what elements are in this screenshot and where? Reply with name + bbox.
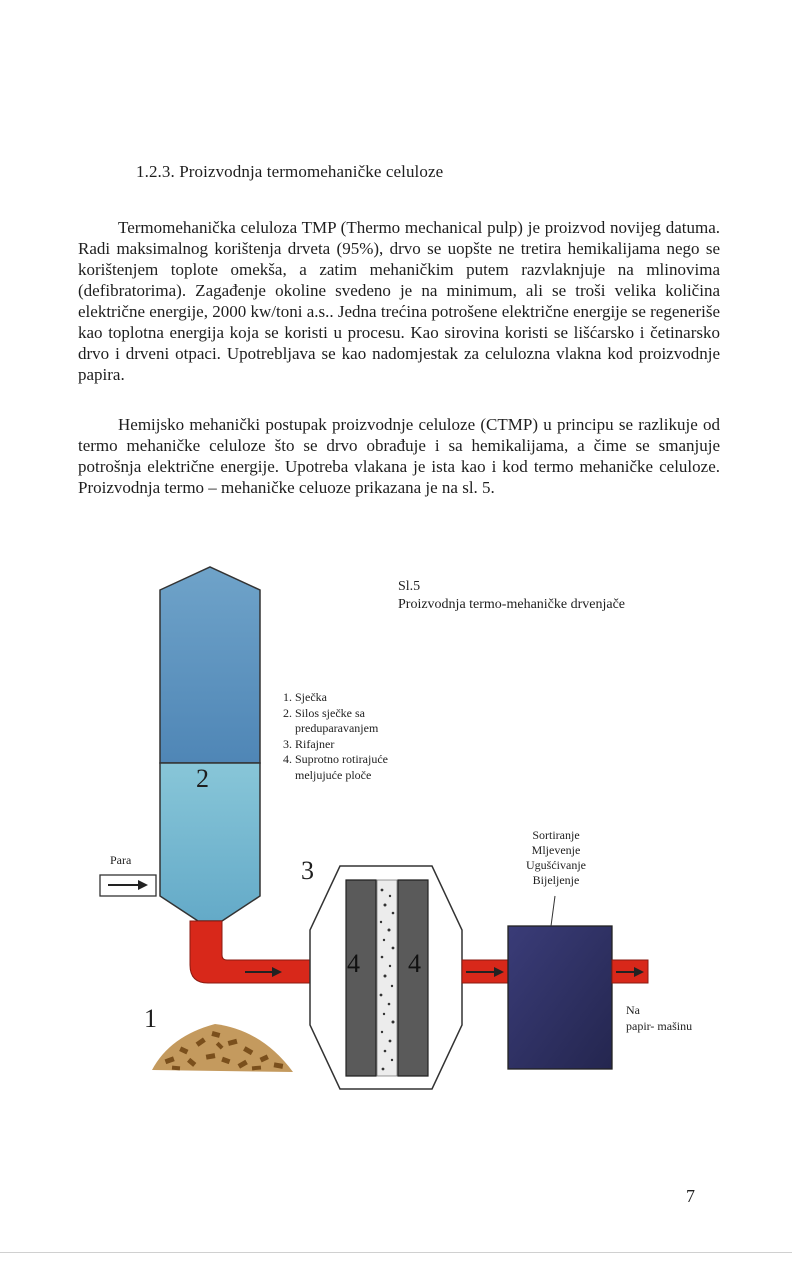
- figure-legend: [283, 690, 433, 783]
- output-label-line2: papir- mašinu: [626, 1019, 693, 1033]
- steam-inlet: [100, 875, 156, 896]
- label-number-1: 1: [144, 1004, 157, 1033]
- process-steps: [516, 828, 596, 888]
- silo: [160, 567, 260, 921]
- figure-caption: Proizvodnja termo-mehaničke drvenjače: [398, 597, 626, 612]
- legend-item: 1. Sječka: [283, 690, 327, 704]
- page-edge-divider: [0, 1252, 792, 1253]
- steam-label: Para: [110, 853, 132, 867]
- paragraph-2: Hemijsko mehanički postupak proizvodnje celuloze (CTMP) u principu se razlikuje od termo mehaničke celuloze što se drvo obrađuje i sa hemikalijama, a čime se smanjuje potrošnja električne energije. Upotreba vlakana je ista kao i kod termo mehaničke celuloze. Proizvodnja termo – mehaničke celuoze prikazana je na sl. 5.: [78, 415, 720, 497]
- grinding-plate-right: [398, 880, 428, 1076]
- legend-item: 3. Rifajner: [283, 736, 335, 751]
- label-number-3: 3: [301, 856, 314, 885]
- legend-item: 2. Silos sječke sa preduparavanjem: [283, 705, 379, 735]
- label-number-2: 2: [196, 764, 209, 793]
- paragraph-1: Termomehanička celuloza TMP (Thermo mechanical pulp) je proizvod novijeg datuma. Radi maksimalnog korištenja drveta (95%), drvo se uopšte ne tretira hemikalijama nego se korištenjem toplote omekša, a zatim mehaničkim putem razvlaknjuje na mlinovima (defibratorima). Zagađenje okoline svedeno je na minimum, ali se troši velika količina električne energije, 2000 kw/toni a.s.. Jedna trećina potrošene električne energije se regeneriše kao toplotna energija koja se koristi u procesu. Kao sirovina koristi se lišćarsko i četinarsko drvo i drveni otpaci. Upotrebljava se kao nadomjestak za celulozna vlakna kod proizvodnje papira.: [78, 218, 720, 384]
- label-number-4-right: 4: [408, 949, 421, 978]
- output-label-line1: Na: [626, 1003, 640, 1017]
- process-step: Ugušćivanje: [526, 858, 586, 872]
- process-step: Bijeljenje: [532, 873, 580, 887]
- callout-line: [551, 896, 555, 926]
- legend-item: 4. Suprotno rotirajuće meljujuće ploče: [283, 752, 388, 782]
- process-step: Mljevenje: [531, 843, 581, 857]
- silo-upper: [160, 567, 260, 763]
- label-number-4-left: 4: [347, 949, 360, 978]
- processing-machine: [508, 926, 612, 1069]
- page-number: 7: [686, 1186, 695, 1206]
- figure-label: Sl.5: [398, 579, 421, 594]
- refiner: [310, 866, 462, 1089]
- process-step: Sortiranje: [532, 828, 580, 842]
- wood-chips-pile: [152, 1024, 293, 1072]
- grinding-plate-left: [346, 880, 376, 1076]
- section-heading: 1.2.3. Proizvodnja termomehaničke celuloze: [136, 162, 444, 181]
- silo-lower: [160, 763, 260, 921]
